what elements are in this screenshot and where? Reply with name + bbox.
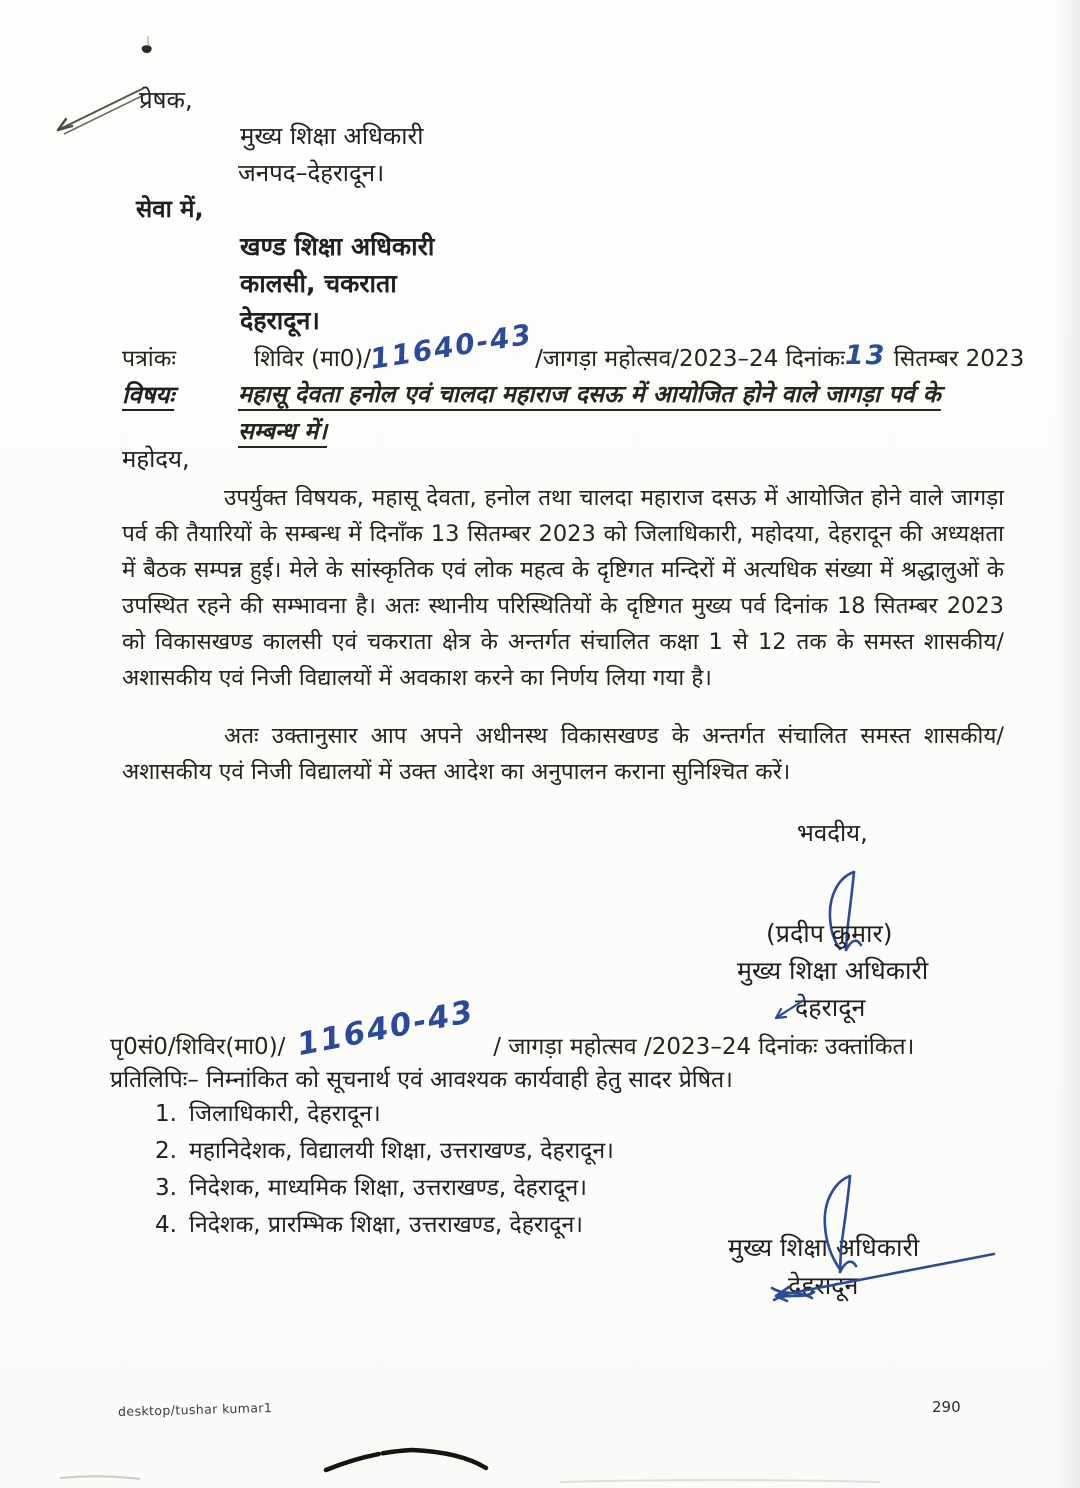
copy-recipient-row xyxy=(155,1170,587,1207)
closing: भवदीय, xyxy=(797,819,868,847)
endorsement-post: / जागड़ा महोत्सव /2023–24 दिनांकः उक्तांकित। xyxy=(493,1034,915,1060)
copy-recipient-row xyxy=(155,1096,381,1133)
recipient-label: सेवा में, xyxy=(136,195,204,223)
reference-date-rest: सितम्बर 2023 xyxy=(893,346,1025,372)
copy-recipient-text: निदेशक, प्रारम्भिक शिक्षा, उत्तराखण्ड, देहरादून। xyxy=(189,1212,583,1238)
copy-recipient-row xyxy=(155,1207,583,1244)
copy-recipient-text: जिलाधिकारी, देहरादून। xyxy=(189,1101,381,1127)
reference-post: /जागड़ा महोत्सव/2023–24 xyxy=(535,346,779,372)
page-number: 290 xyxy=(932,1398,961,1416)
bottom-signatory-title: मुख्य शिक्षा अधिकारी xyxy=(728,1233,920,1262)
reference-pre: शिविर (मा0)/ xyxy=(254,346,372,372)
recipient-line3: देहरादून। xyxy=(240,306,320,335)
signatory-place: देहरादून xyxy=(795,993,866,1022)
subject-text: महासू देवता हनोल एवं चालदा महाराज दसऊ में आयोजित होने वाले जागड़ा पर्व के सम्बन्ध में। xyxy=(238,380,941,445)
handwritten-letter-number: 11640-43 xyxy=(368,317,536,376)
body-paragraph-1: उपर्युक्त विषयक, महासू देवता, हनोल तथा चालदा महाराज दसऊ में आयोजित होने वाले जागड़ा पर्व की तैयारियों के सम्बन्ध में दिनाँक 13 सितम्बर 2023 को जिलाधिकारी, महोदया, देहरादून की अध्यक्षता में बैठक सम्पन्न हुई। मेले के सांस्कृतिक एवं लोक महत्व के दृष्टिगत मन्दिरों में अत्यधिक संख्या में श्रद्धालुओं के उपस्थित रहने की सम्भावना है। अतः स्थानीय परिस्थितियों के दृष्टिगत मुख्य पर्व दिनांक 18 सितम्बर 2023 को विकासखण्ड कालसी एवं चकराता क्षेत्र के अन्तर्गत संचालित कक्षा 1 से 12 तक के समस्त शासकीय/अशासकीय एवं निजी विद्यालयों में अवकाश करने का निर्णय लिया गया है। xyxy=(122,485,1004,691)
body-paragraph-2: अतः उक्तानुसार आप अपने अधीनस्थ विकासखण्ड के अन्तर्गत संचालित समस्त शासकीय/अशासकीय एवं निजी विद्यालयों में उक्त आदेश का अनुपालन कराना सुनिश्चित करें। xyxy=(122,723,1004,785)
handwritten-endorsement-number: 11640-43 xyxy=(294,993,479,1064)
handwritten-date: 13 xyxy=(844,340,887,371)
copy-to-line: प्रतिलिपिः– निम्नांकित को सूचनार्थ एवं आवश्यक कार्यवाही हेतु सादर प्रेषित। xyxy=(110,1067,733,1093)
footer-note: desktop/tushar kumar1 xyxy=(117,1399,273,1420)
sender-line1: मुख्य शिक्षा अधिकारी xyxy=(240,122,424,150)
reference-date-label: दिनांकः xyxy=(785,346,845,372)
blue-arrow-mark xyxy=(768,996,808,1028)
sender-line2: जनपद–देहरादून। xyxy=(238,159,385,187)
reference-label: पत्रांकः xyxy=(122,346,177,372)
sender-label: प्रेषक, xyxy=(139,86,193,114)
bottom-signatory-place: देहरादून xyxy=(788,1271,859,1300)
recipient-line1: खण्ड शिक्षा अधिकारी xyxy=(240,232,435,261)
copy-recipient-text: महानिदेशक, विद्यालयी शिक्षा, उत्तराखण्ड, देहरादून। xyxy=(189,1138,614,1164)
subject-label: विषयः xyxy=(122,381,175,409)
copy-recipient-text: निदेशक, माध्यमिक शिक्षा, उत्तराखण्ड, देहरादून। xyxy=(189,1175,587,1201)
copy-recipient-number: 4. xyxy=(155,1212,177,1238)
copy-recipient-number: 1. xyxy=(155,1101,177,1127)
signatory-name: (प्रदीप कुमार) xyxy=(766,919,893,948)
salutation: महोदय, xyxy=(122,445,190,473)
signature-ink-lower xyxy=(758,1168,1018,1318)
endorsement-pre: पृ0सं0/शिविर(मा0)/ xyxy=(110,1034,286,1060)
copy-recipient-number: 2. xyxy=(155,1138,177,1164)
copy-recipient-row xyxy=(155,1133,614,1170)
ink-blot-mark xyxy=(134,32,160,62)
recipient-line2: कालसी, चकराता xyxy=(240,269,397,298)
page-edge-shadow xyxy=(1054,0,1080,1488)
pencil-arrow-mark xyxy=(42,82,152,142)
scan-smudge-marks xyxy=(0,1470,1080,1488)
signatory-title: मुख्य शिक्षा अधिकारी xyxy=(737,956,929,985)
copy-recipient-number: 3. xyxy=(155,1175,177,1201)
